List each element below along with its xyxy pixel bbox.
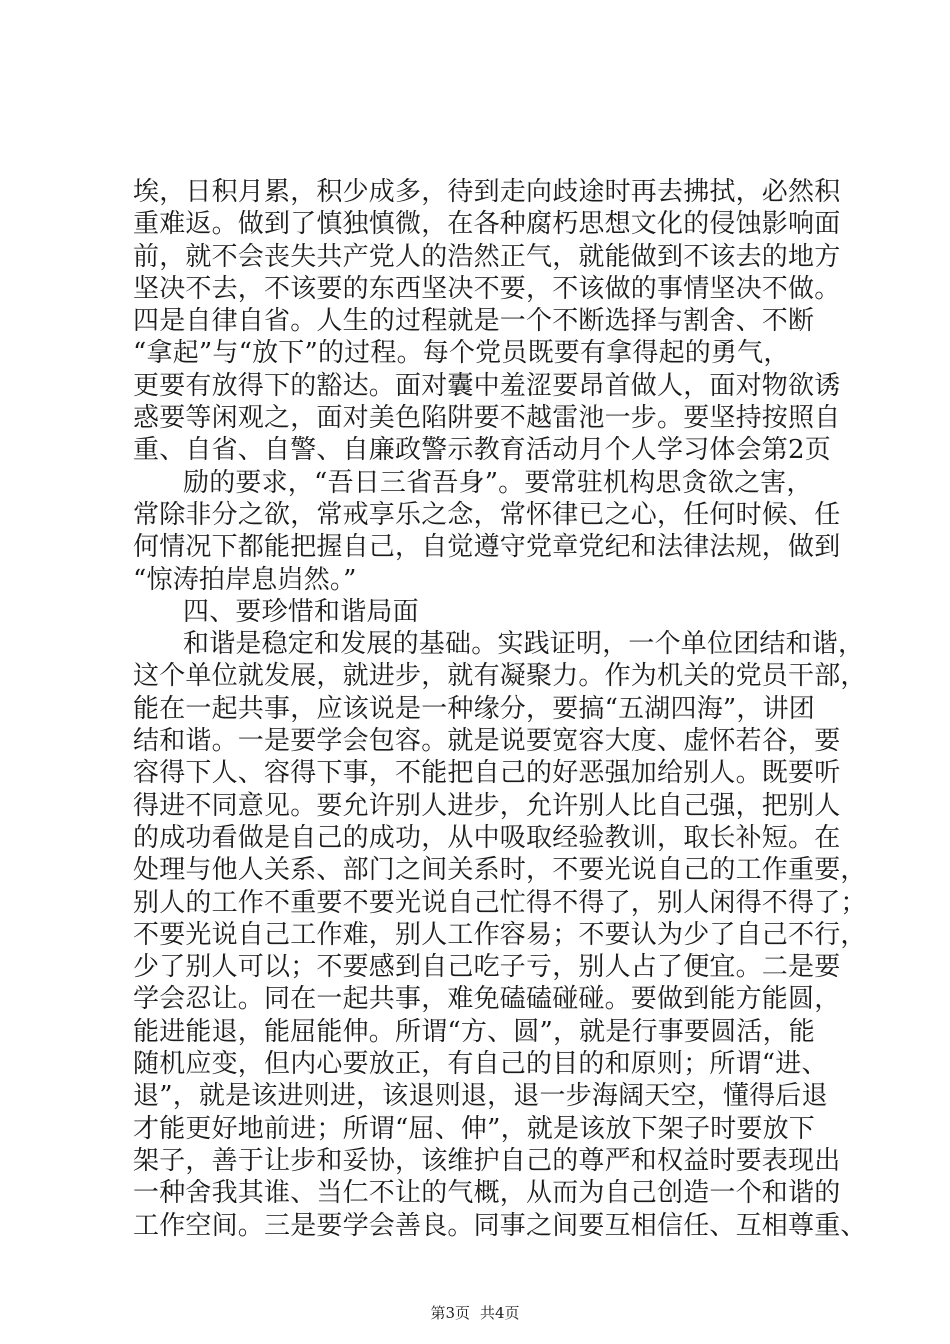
text-line: 学会忍让。同在一起共事，难免磕磕碰碰。要做到能方能圆，: [133, 984, 841, 1015]
text-line: 退”，就是该进则进，该退则退，退一步海阔天空，懂得后退: [133, 1081, 828, 1112]
section-heading: 四、要珍惜和谐局面: [183, 596, 419, 627]
text-line: 埃，日积月累，积少成多，待到走向歧途时再去拂拭，必然积: [133, 177, 841, 207]
text-line: 更要有放得下的豁达。面对囊中羞涩要昂首做人，面对物欲诱: [133, 370, 841, 401]
text-line: “拿起”与“放下”的过程。每个党员既要有拿得起的勇气，: [133, 338, 790, 369]
text-line: 何情况下都能把握自己，自觉遵守党章党纪和法律法规，做到: [133, 532, 841, 563]
text-line: 一种舍我其谁、当仁不让的气概，从而为自己创造一个和谐的: [133, 1178, 841, 1209]
text-line: 坚决不去，不该要的东西坚决不要，不该做的事情坚决不做。: [133, 273, 841, 304]
text-line: 重、自省、自警、自廉政警示教育活动月个人学习体会第2页: [133, 435, 831, 466]
text-line: 能在一起共事，应该说是一种缘分，要搞“五湖四海”，讲团: [133, 693, 815, 724]
text-line: 才能更好地前进；所谓“屈、伸”，就是该放下架子时要放下: [133, 1113, 815, 1144]
text-line: 这个单位就发展，就进步，就有凝聚力。作为机关的党员干部，: [133, 661, 867, 692]
text-line: 得进不同意见。要允许别人进步，允许别人比自己强，把别人: [133, 790, 841, 821]
page-number: 第3页: [430, 1304, 470, 1322]
page-footer: [0, 1303, 950, 1323]
text-line: 工作空间。三是要学会善良。同事之间要互相信任、互相尊重、: [133, 1210, 867, 1241]
body-text: [133, 176, 867, 1242]
text-line: 励的要求，“吾日三省吾身”。要常驻机构思贪欲之害，: [183, 467, 813, 498]
text-line: 容得下人、容得下事，不能把自己的好恶强加给别人。既要听: [133, 758, 841, 789]
text-line: 结和谐。一是要学会包容。就是说要宽容大度、虚怀若谷，要: [133, 726, 841, 757]
text-line: 前，就不会丧失共产党人的浩然正气，就能做到不该去的地方: [133, 241, 841, 272]
text-line: 别人的工作不重要不要光说自己忙得不得了，别人闲得不得了；: [133, 887, 867, 918]
text-line: 能进能退，能屈能伸。所谓“方、圆”，就是行事要圆活，能: [133, 1016, 815, 1047]
text-line: 和谐是稳定和发展的基础。实践证明，一个单位团结和谐，: [183, 629, 865, 660]
text-line: 惑要等闲观之，面对美色陷阱要不越雷池一步。要坚持按照自: [133, 403, 841, 434]
text-line: 的成功看做是自己的成功，从中吸取经验教训，取长补短。在: [133, 822, 841, 853]
text-line: 重难返。做到了慎独慎微，在各种腐朽思想文化的侵蚀影响面: [133, 209, 841, 240]
text-line: 处理与他人关系、部门之间关系时，不要光说自己的工作重要，: [133, 855, 867, 886]
text-line: 架子，善于让步和妥协，该维护自己的尊严和权益时要表现出: [133, 1145, 841, 1176]
text-line: 不要光说自己工作难，别人工作容易；不要认为少了自己不行，: [133, 919, 867, 950]
text-line: 少了别人可以；不要感到自己吃子亏，别人占了便宜。二是要: [133, 952, 841, 983]
text-line: 四是自律自省。人生的过程就是一个不断选择与割舍、不断: [133, 306, 815, 337]
page-total: 共4页: [480, 1304, 520, 1322]
text-line: “惊涛拍岸息岿然。”: [133, 564, 357, 595]
text-line: 随机应变，但内心要放正，有自己的目的和原则；所谓“进、: [133, 1049, 828, 1080]
text-line: 常除非分之欲，常戒享乐之念，常怀律已之心，任何时候、任: [133, 499, 841, 530]
